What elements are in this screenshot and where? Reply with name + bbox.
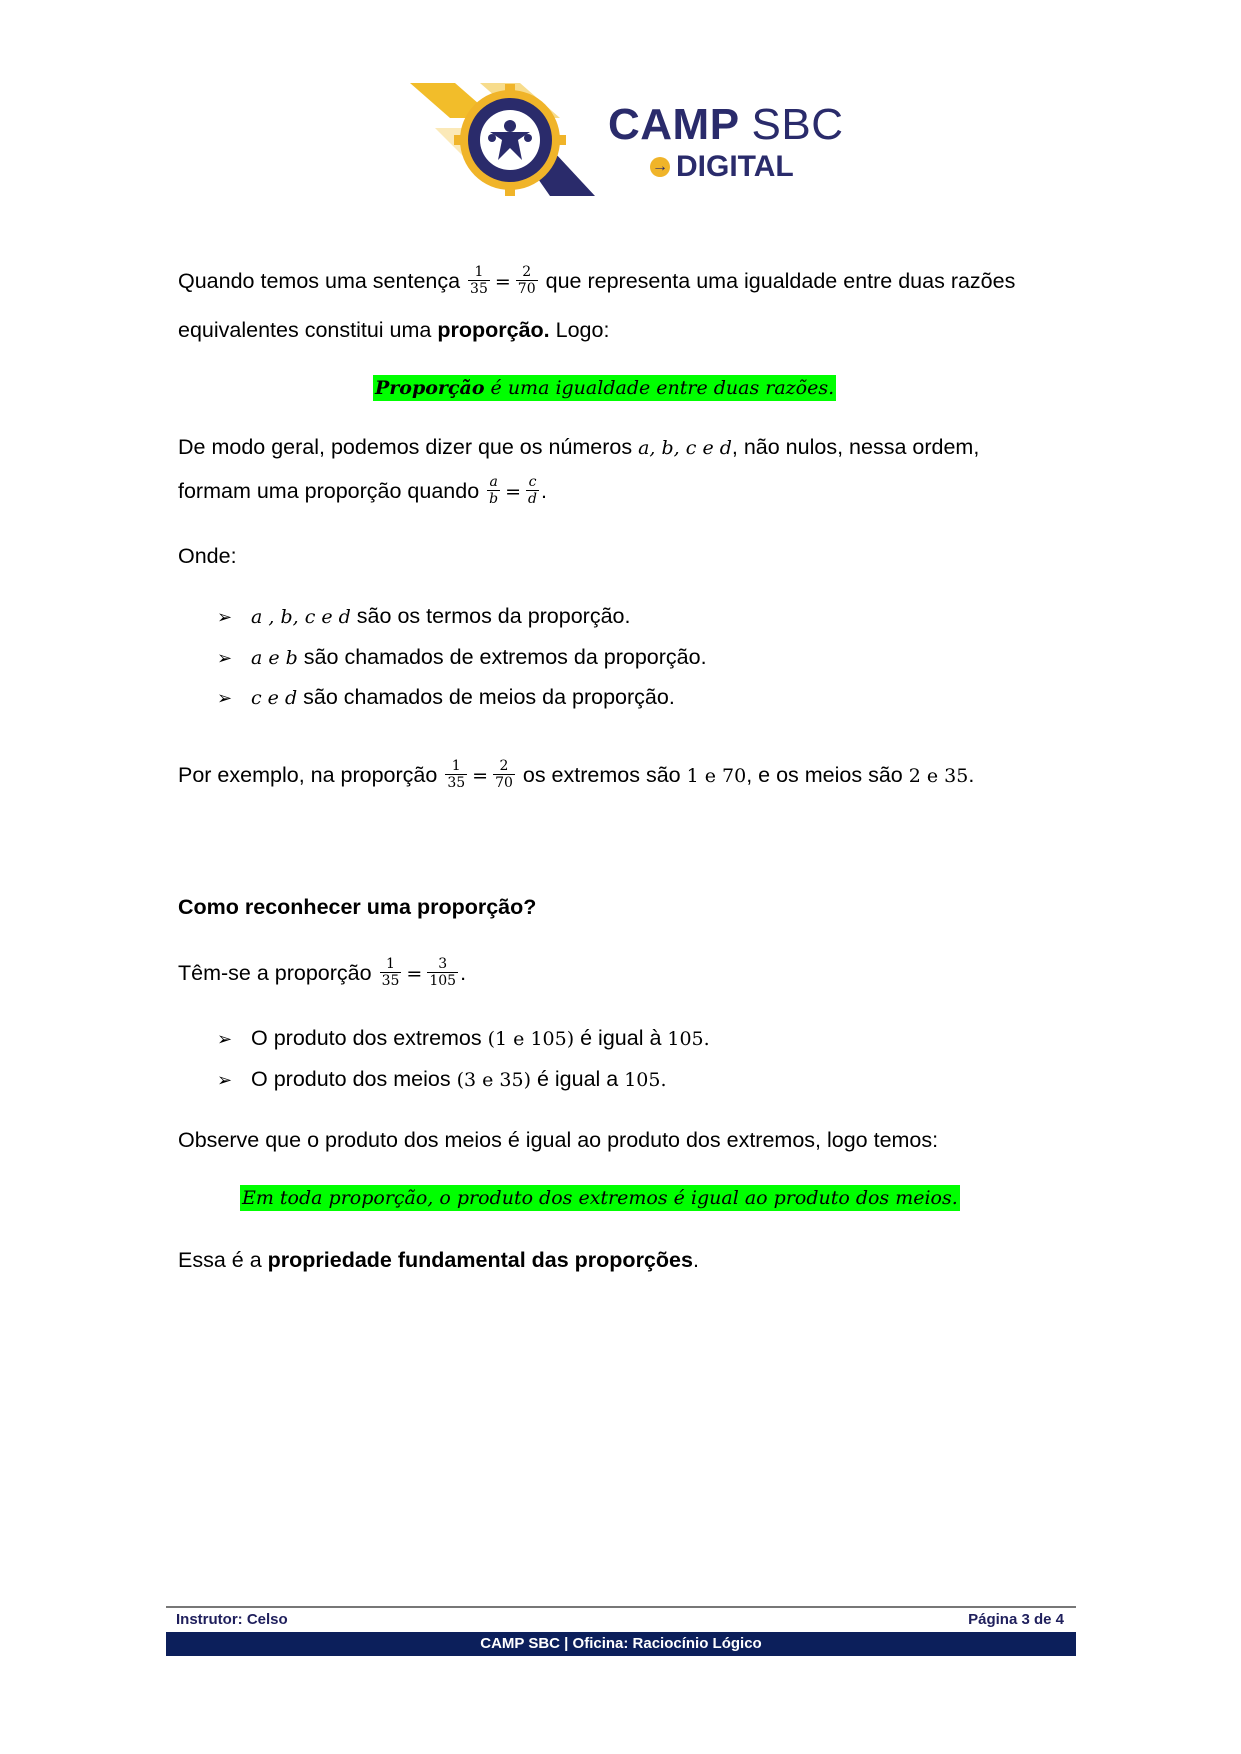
denominator: 35 — [470, 281, 488, 297]
numerator: 1 — [468, 264, 490, 281]
text: De modo geral, podemos dizer que os números — [178, 435, 639, 459]
list-item — [217, 1024, 710, 1053]
math-means: 2 e 35 — [908, 765, 969, 788]
numerator: 2 — [516, 264, 538, 281]
paragraph-fundamental — [178, 1246, 699, 1274]
list-item — [217, 602, 630, 631]
numerator: 1 — [445, 758, 467, 775]
text: . — [460, 961, 467, 986]
fraction-c-d — [526, 474, 539, 507]
text: , e os meios são — [746, 763, 909, 788]
list-item — [217, 643, 707, 672]
text: equivalentes constitui uma — [178, 318, 438, 342]
equals-sign: = — [472, 765, 489, 788]
denominator: 70 — [495, 775, 513, 791]
text: . — [968, 763, 975, 788]
equals-sign: = — [505, 481, 522, 504]
footer-page-number: Página 3 de 4 — [968, 1611, 1064, 1628]
text: Essa é a — [178, 1248, 268, 1272]
logo-brand-text — [608, 100, 843, 150]
text: O produto dos meios — [251, 1067, 457, 1091]
denominator: 35 — [447, 775, 466, 791]
equals-sign: = — [494, 271, 511, 294]
paragraph-2 — [178, 433, 979, 462]
arrow-bullet-icon: ➢ — [217, 688, 233, 708]
logo-sub-text — [650, 150, 794, 184]
fraction-3-105 — [427, 956, 458, 989]
math-value: 105. — [667, 1028, 710, 1050]
arrow-bullet-icon: ➢ — [217, 648, 233, 668]
onde-label: Onde: — [178, 544, 237, 568]
numerator: a — [487, 474, 500, 491]
logo-brand-thin: SBC — [751, 100, 844, 149]
text: são chamados de meios da proporção. — [297, 685, 675, 709]
paragraph-2-continued — [178, 476, 547, 509]
math-expression: (3 e 35) — [456, 1069, 531, 1091]
bold-term: propriedade fundamental das proporções — [267, 1248, 693, 1272]
fraction-2-70 — [516, 264, 538, 297]
logo-brand-sub: DIGITAL — [676, 150, 794, 183]
paragraph-1-continued — [178, 316, 609, 344]
fraction-1-35 — [445, 758, 467, 791]
denominator: 35 — [381, 973, 400, 989]
math-variables: a , b, c e d — [251, 606, 351, 628]
paragraph-proportion — [178, 958, 466, 991]
logo-brand-main: CAMP — [608, 100, 739, 149]
text: formam uma proporção quando — [178, 479, 480, 504]
fraction-2-70 — [493, 758, 515, 791]
text: Têm-se a proporção — [178, 961, 372, 986]
text: Por exemplo, na proporção — [178, 763, 438, 788]
equals-sign: = — [406, 963, 423, 986]
arrow-bullet-icon: ➢ — [217, 1029, 233, 1049]
text: é igual à — [574, 1026, 668, 1050]
fraction-1-35 — [468, 264, 490, 297]
bold-term: proporção. — [437, 318, 550, 342]
denominator: b — [489, 491, 499, 507]
text: é igual a — [530, 1067, 625, 1091]
bold-term: Proporção — [375, 377, 485, 399]
paragraph-observe: Observe que o produto dos meios é igual ao produto dos extremos, logo temos: — [178, 1128, 939, 1152]
section-heading: Como reconhecer uma proporção? — [178, 895, 537, 919]
text: Quando temos uma sentença — [178, 269, 461, 294]
camp-sbc-logo — [410, 78, 850, 198]
paragraph-1 — [178, 266, 1015, 299]
text: são os termos da proporção. — [350, 604, 631, 628]
text: os extremos são — [516, 763, 687, 788]
footer-divider — [166, 1606, 1076, 1608]
math-variables: a e b — [251, 647, 298, 669]
math-variables: a, b, c e d — [638, 437, 732, 459]
text: que representa uma igualdade entre duas razões — [545, 269, 1016, 294]
numerator: 1 — [380, 956, 402, 973]
arrow-circle-icon: → — [652, 158, 668, 175]
numerator: c — [526, 474, 539, 491]
footer-instructor: Instrutor: Celso — [176, 1611, 288, 1628]
text: . — [692, 1248, 699, 1272]
footer-course-bar: CAMP SBC | Oficina: Raciocínio Lógico — [166, 1632, 1076, 1656]
denominator: 105 — [429, 973, 457, 989]
arrow-bullet-icon: ➢ — [217, 1070, 233, 1090]
math-extremes: 1 e 70 — [686, 765, 747, 788]
text: são chamados de extremos da proporção. — [297, 645, 707, 669]
denominator: 70 — [517, 281, 536, 297]
highlight-definition — [373, 375, 836, 401]
arrow-bullet-icon: ➢ — [217, 607, 233, 627]
list-item — [217, 1065, 667, 1094]
numerator: 3 — [427, 956, 458, 973]
math-value: 105. — [624, 1069, 667, 1091]
text: , não nulos, nessa ordem, — [731, 435, 980, 459]
text: O produto dos extremos — [251, 1026, 488, 1050]
math-variables: c e d — [251, 687, 298, 709]
highlight-property: Em toda proporção, o produto dos extremos é igual ao produto dos meios. — [242, 1187, 958, 1209]
numerator: 2 — [493, 758, 515, 775]
text: Logo: — [549, 318, 610, 342]
logo-emblem-icon — [410, 78, 610, 198]
text: é uma igualdade entre duas razões. — [484, 377, 835, 399]
denominator: d — [528, 491, 538, 507]
fraction-1-35 — [380, 956, 402, 989]
paragraph-example — [178, 760, 974, 793]
fraction-a-b — [487, 474, 500, 507]
math-expression: (1 e 105) — [487, 1028, 575, 1050]
list-item — [217, 683, 675, 712]
text: . — [541, 479, 547, 504]
